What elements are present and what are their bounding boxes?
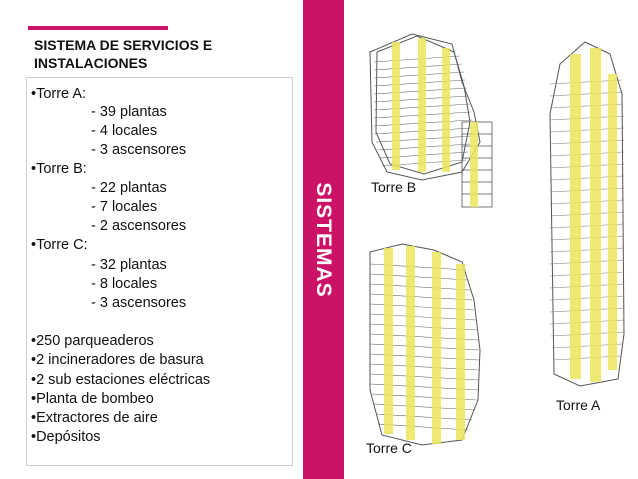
torre-a-floors: - 39 plantas [91,104,167,120]
service-item: •2 sub estaciones eléctricas [31,372,211,388]
torre-a-label: Torre A [556,397,601,413]
title-line-1: SISTEMA DE SERVICIOS E [34,37,213,53]
service-item: •2 incineradores de basura [31,352,204,368]
title-accent-bar [28,26,168,30]
service-item: •Extractores de aire [31,410,158,426]
torre-a-service-cores [570,48,617,382]
torre-b-elevators: - 2 ascensores [91,218,187,234]
torre-a-heading: •Torre A: [31,86,87,102]
torre-b-annex-core [470,122,478,207]
torre-b-label: Torre B [371,179,417,195]
service-item: •250 parqueaderos [31,333,154,349]
torre-b-shops: - 7 locales [91,199,158,215]
service-item: •Planta de bombeo [31,391,154,407]
torre-b-service-cores [392,38,450,172]
sidebar-vertical-title: SISTEMAS [312,182,335,298]
torre-c-label: Torre C [366,440,412,456]
torre-a-drawing [540,34,630,394]
torre-b-floors: - 22 plantas [91,180,167,196]
torre-c-shops: - 8 locales [91,276,158,292]
service-item: •Depósitos [31,429,101,445]
torre-c-elevators: - 3 ascensores [91,295,187,311]
title-line-2: INSTALACIONES [34,55,148,71]
slide-title [34,36,274,72]
torre-a-elevators: - 3 ascensores [91,142,187,158]
torre-c-floors: - 32 plantas [91,257,167,273]
torre-c-drawing [362,240,500,452]
torre-c-heading: •Torre C: [31,237,88,253]
torre-a-shops: - 4 locales [91,123,158,139]
torre-b-heading: •Torre B: [31,161,87,177]
